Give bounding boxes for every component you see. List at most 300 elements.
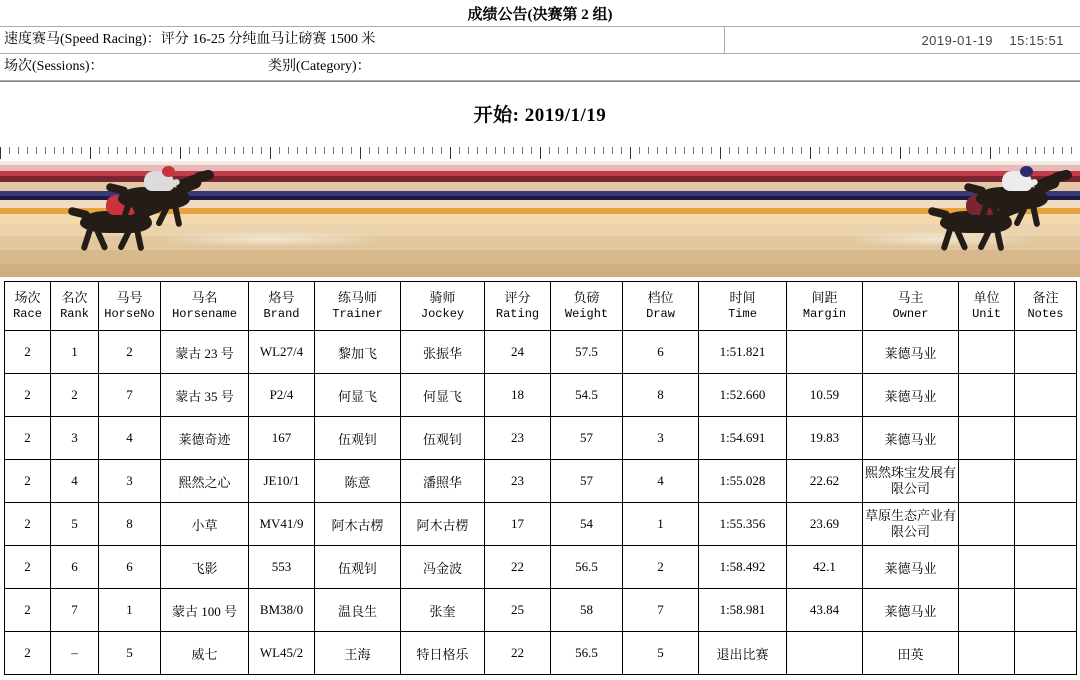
cell-margin: 43.84 bbox=[787, 589, 863, 632]
cell-weight: 57.5 bbox=[551, 331, 623, 374]
column-header-owner bbox=[863, 282, 959, 331]
column-header-rating bbox=[485, 282, 551, 331]
cell-race: 2 bbox=[5, 374, 51, 417]
cell-margin: 22.62 bbox=[787, 460, 863, 503]
cell-rank: 2 bbox=[51, 374, 99, 417]
cell-unit bbox=[959, 417, 1015, 460]
cell-notes bbox=[1015, 589, 1077, 632]
cell-draw: 2 bbox=[623, 546, 699, 589]
ruler-tick bbox=[252, 147, 253, 154]
cell-horse-name: 小草 bbox=[161, 503, 249, 546]
column-header-en: Owner bbox=[892, 306, 929, 321]
ruler-tick bbox=[198, 147, 199, 154]
ruler-tick bbox=[855, 147, 856, 154]
column-header-cn: 间距 bbox=[811, 290, 838, 306]
cell-trainer: 黎加飞 bbox=[315, 331, 401, 374]
cell-trainer: 温良生 bbox=[315, 589, 401, 632]
ruler-tick bbox=[990, 147, 991, 159]
ruler-tick bbox=[954, 147, 955, 154]
ruler-tick bbox=[585, 147, 586, 154]
ruler-tick bbox=[225, 147, 226, 154]
results-table bbox=[4, 281, 1077, 675]
cell-notes bbox=[1015, 632, 1077, 675]
ruler-tick bbox=[432, 147, 433, 154]
ruler-tick bbox=[774, 147, 775, 154]
ruler-tick bbox=[63, 147, 64, 154]
dust-cloud bbox=[150, 231, 390, 247]
column-header-weight bbox=[551, 282, 623, 331]
column-header-en: Rank bbox=[60, 306, 89, 321]
cell-owner: 莱德马业 bbox=[863, 546, 959, 589]
ruler-tick bbox=[423, 147, 424, 154]
column-header-brand bbox=[249, 282, 315, 331]
cell-trainer: 伍观钊 bbox=[315, 417, 401, 460]
column-header-time bbox=[699, 282, 787, 331]
cell-unit bbox=[959, 546, 1015, 589]
cell-rating: 22 bbox=[485, 546, 551, 589]
cell-owner: 田英 bbox=[863, 632, 959, 675]
ruler-tick bbox=[540, 147, 541, 159]
cell-margin: 10.59 bbox=[787, 374, 863, 417]
cell-brand: BM38/0 bbox=[249, 589, 315, 632]
cell-time: 1:55.356 bbox=[699, 503, 787, 546]
ruler-tick bbox=[1071, 147, 1072, 154]
table-row bbox=[5, 460, 1077, 503]
photo-finish-image bbox=[0, 147, 1080, 277]
table-header-row bbox=[5, 282, 1077, 331]
cell-brand: WL27/4 bbox=[249, 331, 315, 374]
cell-rating: 24 bbox=[485, 331, 551, 374]
cell-trainer: 阿木古楞 bbox=[315, 503, 401, 546]
ruler-tick bbox=[486, 147, 487, 154]
cell-rank: 7 bbox=[51, 589, 99, 632]
ruler-tick bbox=[36, 147, 37, 154]
date-text: 2019-01-19 bbox=[921, 32, 993, 48]
ruler-tick bbox=[45, 147, 46, 154]
cell-horse-name: 蒙古 35 号 bbox=[161, 374, 249, 417]
cell-unit bbox=[959, 632, 1015, 675]
cell-horse-no: 2 bbox=[99, 331, 161, 374]
ruler-tick bbox=[819, 147, 820, 154]
ruler-tick bbox=[468, 147, 469, 154]
cell-race: 2 bbox=[5, 589, 51, 632]
ruler-tick bbox=[783, 147, 784, 154]
column-header-en: HorseNo bbox=[104, 306, 155, 321]
cell-horse-name: 威七 bbox=[161, 632, 249, 675]
ruler-tick bbox=[702, 147, 703, 154]
cell-horse-name: 莱德奇迹 bbox=[161, 417, 249, 460]
ruler-tick bbox=[18, 147, 19, 154]
column-header-en: Weight bbox=[564, 306, 609, 321]
ruler-tick bbox=[648, 147, 649, 154]
column-header-cn: 单位 bbox=[973, 290, 1000, 306]
column-header-horsename bbox=[161, 282, 249, 331]
ruler-tick bbox=[324, 147, 325, 154]
cell-owner: 莱德马业 bbox=[863, 417, 959, 460]
cell-notes bbox=[1015, 546, 1077, 589]
column-header-notes bbox=[1015, 282, 1077, 331]
ruler-tick bbox=[639, 147, 640, 154]
column-header-unit bbox=[959, 282, 1015, 331]
cell-unit bbox=[959, 589, 1015, 632]
page-title: 成绩公告(决赛第 2 组) bbox=[0, 0, 1080, 27]
ruler-tick bbox=[765, 147, 766, 154]
cell-horse-name: 飞影 bbox=[161, 546, 249, 589]
session-label: 场次(Sessions)： bbox=[4, 59, 104, 74]
table-row bbox=[5, 503, 1077, 546]
column-header-en: Race bbox=[13, 306, 42, 321]
cell-trainer: 何显飞 bbox=[315, 374, 401, 417]
cell-unit bbox=[959, 503, 1015, 546]
cell-weight: 56.5 bbox=[551, 546, 623, 589]
cell-horse-name: 蒙古 100 号 bbox=[161, 589, 249, 632]
cell-owner: 莱德马业 bbox=[863, 589, 959, 632]
column-header-cn: 马号 bbox=[116, 290, 143, 306]
cell-notes bbox=[1015, 503, 1077, 546]
ruler-tick bbox=[81, 147, 82, 154]
cell-owner: 熙然珠宝发展有限公司 bbox=[863, 460, 959, 503]
cell-draw: 7 bbox=[623, 589, 699, 632]
column-header-en: Brand bbox=[263, 306, 300, 321]
category-label: 类别(Category)： bbox=[268, 59, 371, 74]
table-row bbox=[5, 632, 1077, 675]
ruler-tick bbox=[675, 147, 676, 154]
cell-trainer: 王海 bbox=[315, 632, 401, 675]
cell-horse-name: 蒙古 23 号 bbox=[161, 331, 249, 374]
cell-notes bbox=[1015, 331, 1077, 374]
cell-horse-no: 5 bbox=[99, 632, 161, 675]
ruler-tick bbox=[684, 147, 685, 154]
cell-rank: 3 bbox=[51, 417, 99, 460]
cell-horse-name: 熙然之心 bbox=[161, 460, 249, 503]
cell-rating: 23 bbox=[485, 460, 551, 503]
cell-notes bbox=[1015, 417, 1077, 460]
horse-figure bbox=[962, 169, 1072, 229]
cell-rank: 6 bbox=[51, 546, 99, 589]
cell-race: 2 bbox=[5, 632, 51, 675]
ruler-tick bbox=[558, 147, 559, 154]
column-header-race bbox=[5, 282, 51, 331]
ruler-tick bbox=[882, 147, 883, 154]
cell-owner: 草原生态产业有限公司 bbox=[863, 503, 959, 546]
cell-jockey: 冯金波 bbox=[401, 546, 485, 589]
ruler-tick bbox=[936, 147, 937, 154]
cell-weight: 57 bbox=[551, 460, 623, 503]
cell-draw: 4 bbox=[623, 460, 699, 503]
column-header-cn: 名次 bbox=[61, 290, 88, 306]
ruler-tick bbox=[360, 147, 361, 159]
ruler-tick bbox=[1044, 147, 1045, 154]
ruler-tick bbox=[828, 147, 829, 154]
ruler-tick bbox=[189, 147, 190, 154]
column-header-en: Jockey bbox=[420, 306, 465, 321]
cell-margin: 19.83 bbox=[787, 417, 863, 460]
column-header-trainer bbox=[315, 282, 401, 331]
cell-brand: 167 bbox=[249, 417, 315, 460]
ruler-tick bbox=[117, 147, 118, 154]
ruler-tick bbox=[729, 147, 730, 154]
column-header-en: Notes bbox=[1027, 306, 1064, 321]
cell-rank: 4 bbox=[51, 460, 99, 503]
cell-brand: P2/4 bbox=[249, 374, 315, 417]
ruler-tick bbox=[594, 147, 595, 154]
cell-brand: MV41/9 bbox=[249, 503, 315, 546]
ruler-tick bbox=[918, 147, 919, 154]
cell-horse-no: 6 bbox=[99, 546, 161, 589]
cell-horse-no: 1 bbox=[99, 589, 161, 632]
ruler-tick bbox=[369, 147, 370, 154]
table-row bbox=[5, 374, 1077, 417]
cell-time: 1:55.028 bbox=[699, 460, 787, 503]
column-header-en: Rating bbox=[495, 306, 540, 321]
column-header-cn: 练马师 bbox=[337, 290, 377, 306]
cell-trainer: 伍观钊 bbox=[315, 546, 401, 589]
cell-time: 1:58.981 bbox=[699, 589, 787, 632]
ruler-tick bbox=[945, 147, 946, 154]
cell-horse-no: 3 bbox=[99, 460, 161, 503]
time-text: 15:15:51 bbox=[1009, 32, 1064, 48]
ruler-tick bbox=[612, 147, 613, 154]
cell-margin: 23.69 bbox=[787, 503, 863, 546]
ruler-tick bbox=[378, 147, 379, 154]
ruler-tick bbox=[801, 147, 802, 154]
ruler-tick bbox=[72, 147, 73, 154]
cell-time: 1:54.691 bbox=[699, 417, 787, 460]
column-header-margin bbox=[787, 282, 863, 331]
cell-notes bbox=[1015, 460, 1077, 503]
ruler-tick bbox=[864, 147, 865, 154]
cell-time: 1:52.660 bbox=[699, 374, 787, 417]
cell-notes bbox=[1015, 374, 1077, 417]
cell-horse-no: 4 bbox=[99, 417, 161, 460]
cell-brand: 553 bbox=[249, 546, 315, 589]
ruler-tick bbox=[693, 147, 694, 154]
cell-brand: WL45/2 bbox=[249, 632, 315, 675]
start-datetime: 开始: 2019/1/19 bbox=[473, 105, 607, 126]
ruler-tick bbox=[450, 147, 451, 159]
ruler-tick bbox=[144, 147, 145, 154]
column-header-cn: 评分 bbox=[504, 290, 531, 306]
ruler-tick bbox=[306, 147, 307, 154]
cell-race: 2 bbox=[5, 503, 51, 546]
table-row bbox=[5, 331, 1077, 374]
ruler-tick bbox=[54, 147, 55, 154]
ruler-tick bbox=[1026, 147, 1027, 154]
ruler-tick bbox=[981, 147, 982, 154]
ruler-tick bbox=[657, 147, 658, 154]
ruler-tick bbox=[837, 147, 838, 154]
ruler-tick bbox=[513, 147, 514, 154]
ruler-tick bbox=[909, 147, 910, 154]
cell-brand: JE10/1 bbox=[249, 460, 315, 503]
cell-weight: 56.5 bbox=[551, 632, 623, 675]
cell-owner: 莱德马业 bbox=[863, 331, 959, 374]
ruler-tick bbox=[108, 147, 109, 154]
ruler-tick bbox=[522, 147, 523, 154]
ruler-tick bbox=[171, 147, 172, 154]
cell-rating: 23 bbox=[485, 417, 551, 460]
ruler-tick bbox=[387, 147, 388, 154]
column-header-en: Time bbox=[728, 306, 757, 321]
ruler-tick bbox=[477, 147, 478, 154]
ruler-tick bbox=[351, 147, 352, 154]
column-header-cn: 时间 bbox=[729, 290, 756, 306]
ruler-tick bbox=[999, 147, 1000, 154]
ruler-tick bbox=[792, 147, 793, 154]
cell-draw: 5 bbox=[623, 632, 699, 675]
ruler-tick bbox=[1008, 147, 1009, 154]
ruler-tick bbox=[315, 147, 316, 154]
column-header-cn: 备注 bbox=[1032, 290, 1059, 306]
cell-race: 2 bbox=[5, 331, 51, 374]
cell-draw: 8 bbox=[623, 374, 699, 417]
column-header-horseno bbox=[99, 282, 161, 331]
datetime-stamp bbox=[725, 33, 1080, 48]
ruler-tick bbox=[288, 147, 289, 154]
ruler-tick bbox=[243, 147, 244, 154]
ruler-tick bbox=[216, 147, 217, 154]
ruler-tick bbox=[1062, 147, 1063, 154]
results-table-container bbox=[0, 277, 1080, 675]
column-header-cn: 负磅 bbox=[573, 290, 600, 306]
cell-unit bbox=[959, 374, 1015, 417]
ruler-tick bbox=[279, 147, 280, 154]
table-row bbox=[5, 417, 1077, 460]
cell-jockey: 伍观钊 bbox=[401, 417, 485, 460]
ruler-tick bbox=[0, 147, 1, 159]
column-header-cn: 马主 bbox=[897, 290, 924, 306]
ruler-tick bbox=[270, 147, 271, 159]
ruler-tick bbox=[1017, 147, 1018, 154]
cell-unit bbox=[959, 460, 1015, 503]
ruler-tick bbox=[630, 147, 631, 159]
cell-rating: 22 bbox=[485, 632, 551, 675]
cell-jockey: 张振华 bbox=[401, 331, 485, 374]
ruler-tick bbox=[900, 147, 901, 159]
ruler-tick bbox=[162, 147, 163, 154]
photo-band bbox=[0, 264, 1080, 277]
ruler-tick bbox=[495, 147, 496, 154]
ruler-tick bbox=[972, 147, 973, 154]
ruler-tick bbox=[297, 147, 298, 154]
cell-time: 1:51.821 bbox=[699, 331, 787, 374]
ruler-tick bbox=[504, 147, 505, 154]
cell-jockey: 何显飞 bbox=[401, 374, 485, 417]
ruler-tick bbox=[207, 147, 208, 154]
ruler-tick bbox=[9, 147, 10, 154]
cell-time: 退出比赛 bbox=[699, 632, 787, 675]
ruler-tick bbox=[135, 147, 136, 154]
cell-rank: – bbox=[51, 632, 99, 675]
cell-weight: 58 bbox=[551, 589, 623, 632]
cell-time: 1:58.492 bbox=[699, 546, 787, 589]
cell-margin: 42.1 bbox=[787, 546, 863, 589]
session-category-row bbox=[0, 54, 1080, 81]
ruler-tick bbox=[99, 147, 100, 154]
cell-draw: 6 bbox=[623, 331, 699, 374]
column-header-en: Trainer bbox=[332, 306, 383, 321]
ruler-tick bbox=[603, 147, 604, 154]
cell-rating: 25 bbox=[485, 589, 551, 632]
column-header-draw bbox=[623, 282, 699, 331]
cell-trainer: 陈意 bbox=[315, 460, 401, 503]
ruler-tick bbox=[396, 147, 397, 154]
ruler-tick bbox=[549, 147, 550, 154]
ruler-tick bbox=[459, 147, 460, 154]
ruler-tick bbox=[846, 147, 847, 154]
cell-draw: 1 bbox=[623, 503, 699, 546]
ruler-tick bbox=[1053, 147, 1054, 154]
cell-horse-no: 8 bbox=[99, 503, 161, 546]
cell-race: 2 bbox=[5, 417, 51, 460]
ruler-tick bbox=[711, 147, 712, 154]
ruler-tick bbox=[576, 147, 577, 154]
cell-jockey: 特日格乐 bbox=[401, 632, 485, 675]
ruler-tick bbox=[927, 147, 928, 154]
ruler-tick bbox=[153, 147, 154, 154]
ruler-tick bbox=[666, 147, 667, 154]
table-header bbox=[5, 282, 1077, 331]
ruler-tick bbox=[261, 147, 262, 154]
table-row bbox=[5, 589, 1077, 632]
ruler-tick bbox=[873, 147, 874, 154]
column-header-jockey bbox=[401, 282, 485, 331]
ruler-tick bbox=[1035, 147, 1036, 154]
cell-horse-no: 7 bbox=[99, 374, 161, 417]
cell-weight: 54 bbox=[551, 503, 623, 546]
ruler-tick bbox=[963, 147, 964, 154]
cell-weight: 57 bbox=[551, 417, 623, 460]
ruler-tick bbox=[414, 147, 415, 154]
cell-jockey: 潘照华 bbox=[401, 460, 485, 503]
ruler-tick bbox=[810, 147, 811, 159]
ruler-tick bbox=[720, 147, 721, 159]
table-row bbox=[5, 546, 1077, 589]
column-header-cn: 骑师 bbox=[429, 290, 456, 306]
cell-jockey: 阿木古楞 bbox=[401, 503, 485, 546]
ruler-tick bbox=[441, 147, 442, 154]
column-header-en: Horsename bbox=[172, 306, 237, 321]
cell-rank: 1 bbox=[51, 331, 99, 374]
cell-weight: 54.5 bbox=[551, 374, 623, 417]
cell-margin bbox=[787, 331, 863, 374]
cell-rank: 5 bbox=[51, 503, 99, 546]
column-header-cn: 场次 bbox=[14, 290, 41, 306]
column-header-rank bbox=[51, 282, 99, 331]
ruler-tick bbox=[891, 147, 892, 154]
table-body bbox=[5, 331, 1077, 675]
ruler-tick bbox=[90, 147, 91, 159]
race-info-row bbox=[0, 27, 1080, 54]
ruler-tick bbox=[621, 147, 622, 154]
ruler-tick bbox=[126, 147, 127, 154]
cell-unit bbox=[959, 331, 1015, 374]
column-header-en: Margin bbox=[802, 306, 847, 321]
column-header-en: Unit bbox=[972, 306, 1001, 321]
ruler-tick bbox=[342, 147, 343, 154]
ruler-tick bbox=[756, 147, 757, 154]
cell-owner: 莱德马业 bbox=[863, 374, 959, 417]
column-header-cn: 烙号 bbox=[268, 290, 295, 306]
cell-jockey: 张奎 bbox=[401, 589, 485, 632]
column-header-cn: 档位 bbox=[647, 290, 674, 306]
race-info-text: 速度赛马(Speed Racing)：评分 16-25 分纯血马让磅赛 1500 米 bbox=[0, 27, 725, 53]
cell-rating: 18 bbox=[485, 374, 551, 417]
cell-race: 2 bbox=[5, 460, 51, 503]
ruler-tick bbox=[234, 147, 235, 154]
ruler-tick bbox=[531, 147, 532, 154]
ruler-tick bbox=[567, 147, 568, 154]
